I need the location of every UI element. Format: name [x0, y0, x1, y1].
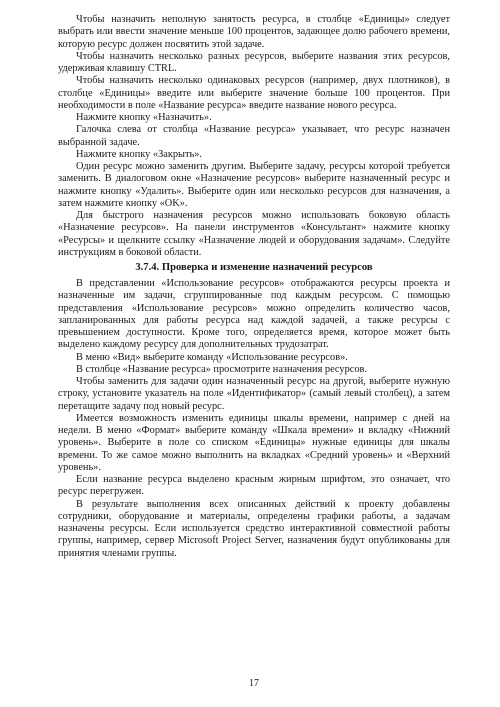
- paragraph-press-close: Нажмите кнопку «Закрыть».: [76, 148, 202, 160]
- paragraph-timescale-units: Имеется возможность изменить единицы шкалы времени, например с дней на недели. В меню «Формат» выберите команду «Шкала времени» и вкладку «Нижний уровень». Выберите в поле со списком «Единицы» нужные единицы для шкалы времени. То же самое можно выполнить на вкладках «Средний уровень» и «Верхний уровень».: [58, 412, 450, 473]
- paragraph-resource-usage-view: В представлении «Использование ресурсов» отображаются ресурсы проекта и назначенные им задачи, сгруппированные под каждым ресурсом. С помощью представления «Использование ресурсов» можно определить количество часов, запланированных для работы ресурса над каждой задачей, а также ресурсы с превышением доступности. Кроме того, определяется время, которое может быть выделено каждому ресурсу для дополнительных трудозатрат.: [58, 278, 450, 351]
- paragraph-press-assign: Нажмите кнопку «Назначить».: [76, 112, 212, 123]
- paragraph-replace-resource: Один ресурс можно заменить другим. Выберите задачу, ресурсы которой требуется заменить. В диалоговом окне «Назначение ресурсов» выберите назначенный ресурс и нажмите кнопку «Удалить». Выберите один или несколько ресурсов для назначения, а затем нажмите кнопку «OK».: [58, 161, 450, 209]
- paragraph-drag-task: Чтобы заменить для задачи один назначенный ресурс на другой, выберите нужную строку, установите указатель на поле «Идентификатор» (самый левый столбец), а затем перетащите задачу под новый ресурс.: [58, 376, 450, 412]
- paragraph-overallocated: Если название ресурса выделено красным жирным шрифтом, это означает, что ресурс перегружен.: [58, 474, 450, 498]
- body-text: [58, 14, 450, 560]
- paragraph-identical-resources: Чтобы назначить несколько одинаковых ресурсов (например, двух плотников), в столбце «Единицы» введите или выберите значение больше 100 процентов. При необходимости в поле «Название ресурса» введите название нового ресурса.: [58, 75, 450, 111]
- paragraph-summary: В результате выполнения всех описанных действий к проекту добавлены сотрудники, оборудование и материалы, определены графики работы, а задачам назначены ресурсы. Если используется средство интерактивной совместной работы группы, например, сервер Microsoft Project Server, назначения будут опубликованы для принятия членами группы.: [58, 498, 450, 559]
- paragraph-multiple-resources: Чтобы назначить несколько разных ресурсов, выберите названия этих ресурсов, удерживая клавишу CTRL.: [58, 50, 450, 74]
- paragraph-partial-assignment: Чтобы назначить неполную занятость ресурса, в столбце «Единицы» следует выбрать или ввести значение меньше 100 процентов, задающее долю рабочего времени, которую ресурс должен посвятить этой задаче.: [58, 14, 450, 50]
- paragraph-resource-name-column: В столбце «Название ресурса» просмотрите назначения ресурсов.: [76, 363, 367, 375]
- page-number: 17: [249, 678, 259, 689]
- paragraph-checkmark-note: Галочка слева от столбца «Название ресурса» указывает, что ресурс назначен выбранной задаче.: [58, 124, 450, 148]
- document-page: [58, 14, 450, 694]
- paragraph-view-menu: В меню «Вид» выберите команду «Использование ресурсов».: [76, 351, 348, 363]
- section-heading: 3.7.4. Проверка и изменение назначений ресурсов: [135, 262, 373, 273]
- paragraph-side-pane: Для быстрого назначения ресурсов можно использовать боковую область «Назначение ресурсов». На панели инструментов «Консультант» нажмите кнопку «Ресурсы» и щелкните ссылку «Назначение людей и оборудования задачам». Следуйте инструкциям в боковой области.: [58, 210, 450, 258]
